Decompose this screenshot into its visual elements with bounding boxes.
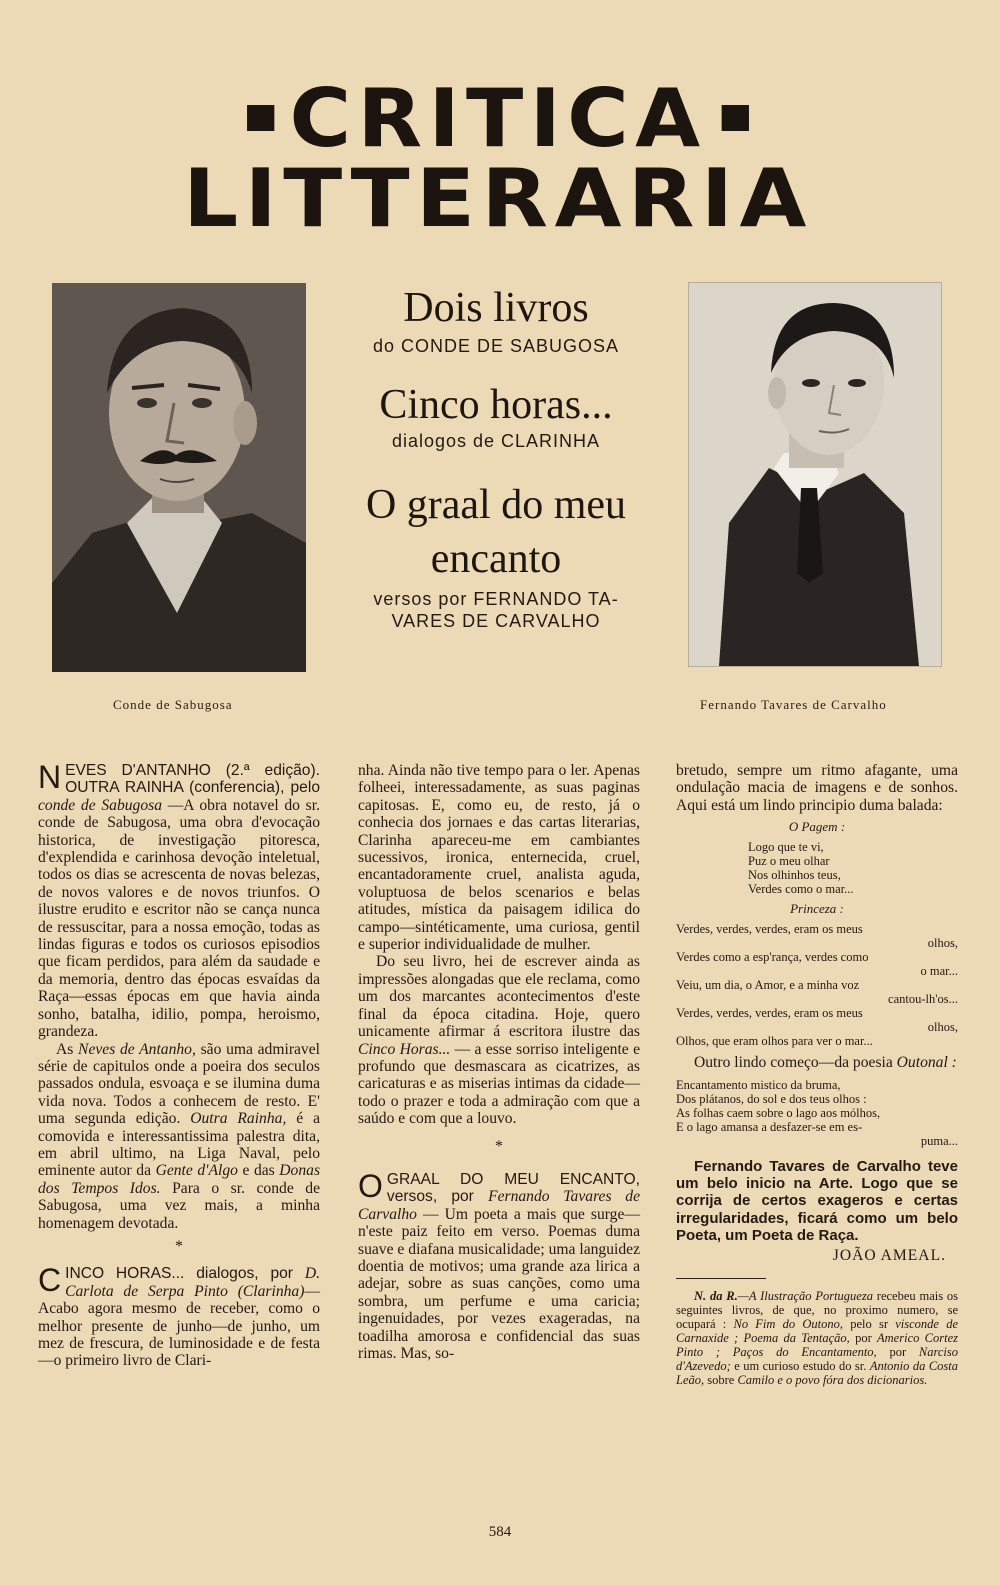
poem-line: Puz o meu olhar — [748, 854, 830, 869]
article-column-2 — [358, 762, 640, 1362]
poem-line: olhos, — [927, 936, 958, 951]
paragraph-bretudo: bretudo, sempre um ritmo afagante, uma ondulação macia de imagens e de sonhos. Aqui está um lindo principio duma balada: — [676, 762, 958, 814]
text-span: — Um poeta a mais que surge—n'este paiz feito em verso. Poemas duma suave e diafana musicalidade; uma languidez doentia de motivos; uma grande aza lirica a adejar, sobre as suas canções, como uma sombra, um perfume e uma caricia; ingenuidades, por vezes exageradas, na toadilha amorosa e confidencial das suas rimas. Mas, so- — [358, 1205, 640, 1362]
portrait-drawing — [689, 283, 941, 666]
poem-line: E o lago amansa a desfazer-se em es- — [676, 1119, 863, 1134]
paragraph-outro-lindo — [676, 1054, 958, 1071]
paragraph-cinco-horas — [38, 1262, 320, 1370]
text-span: são uma admiravel série de capitulos onde a poeira dos seculos passados ondula, esvoaça e se ilumina duma vida nova. Todos a conhecem de resto. E' uma segunda edição. — [38, 1040, 320, 1128]
text-span: conde de Sabugosa — [38, 796, 162, 814]
poem-line: As folhas caem sobre o lago aos mólhos, — [676, 1105, 881, 1120]
square-ornament-icon — [721, 105, 748, 131]
poem-heading: O Pagem : — [788, 819, 846, 835]
book3-subtitle-line1: versos por FERNANDO TA- — [373, 589, 619, 609]
poem-line: cantou-lh'os... — [888, 992, 958, 1007]
text-span: Narciso d'Azevedo; — [676, 1345, 959, 1374]
article-column-3 — [676, 762, 958, 1387]
drop-cap: C — [38, 1262, 62, 1299]
book3-title-line2: encanto — [430, 536, 562, 582]
text-span: EVES D'ANTANHO (2.ª edição). OUTRA RAINHA (conferencia), pelo — [65, 762, 320, 797]
text-span: Outro lindo começo—da poesia — [694, 1054, 897, 1072]
text-span: As — [56, 1040, 79, 1058]
portrait-caption-left: Conde de Sabugosa — [113, 697, 233, 712]
poem-line: puma... — [920, 1133, 958, 1148]
text-span: recebeu mais os seguintes livros, de que, no proximo numero, se ocupará : — [676, 1289, 959, 1332]
portrait-drawing — [52, 283, 306, 672]
portrait-fernando-tavares-de-carvalho — [688, 282, 942, 667]
poem-line: Nos olhinhos teus, — [748, 868, 841, 883]
text-span: sobre — [704, 1373, 738, 1388]
text-span: por — [876, 1345, 919, 1360]
text-span: Outra Rainha, — [190, 1110, 287, 1128]
text-span: é a comovida e interessantissima palestra dita, em abril ultimo, na Liga Naval, pelo eminente autor da — [38, 1110, 321, 1180]
text-span: Donas dos Tempos Idos. — [38, 1162, 321, 1197]
drop-cap: O — [358, 1167, 383, 1204]
article-column-1 — [38, 759, 321, 1370]
text-span: Camilo e o povo fóra dos dicionarios. — [737, 1373, 928, 1388]
poem-heading: Princeza : — [790, 901, 844, 917]
text-span: visconde de Carnaxide ; Poema da Tentação, — [676, 1317, 959, 1346]
square-ornament-icon — [248, 105, 275, 131]
book3-title-line1: O graal do meu — [365, 482, 627, 528]
text-span: GRAAL DO MEU ENCANTO, versos, por — [386, 1170, 640, 1206]
book1-subtitle: do CONDE DE SABUGOSA — [372, 336, 620, 356]
poem-line: Verdes como a esp'rança, verdes como — [676, 950, 869, 965]
poem-princeza — [676, 902, 958, 1048]
paragraph-conclusion: Fernando Tavares de Carvalho teve um belo inicio na Arte. Logo que se corrija de certos exageros e certas irregularidades, ficará como um belo Poeta, um Poeta de Raça. — [676, 1157, 958, 1245]
text-span: — a esse sorriso inteligente e profundo que desmascara as cicatrizes, as caricaturas e as miserias intimas da cidade—todo o prazer e toda a admiração com que a saúdo e com que a louvo. — [358, 1040, 640, 1128]
text-span: —A obra notavel do sr. conde de Sabugosa, uma obra d'evocação historica, de investigação pitoresca, d'explendida e carinhosa devoção inteletual, todos os dias se acrescenta de novas belezas, de novos valores e de novos triunfos. O ilustre erudito e escritor não se cança nunca de ressuscitar, para a nossa emoção, todas as lindas figuras e todos os curiosos episodios que ficam perdidos, para além da saudade e da memoria, dentro das épocas esvaídas da Raça—essas épocas em que havia ainda sonho, batalha, idilio, pompa, heroismo, grandeza. — [38, 796, 320, 1041]
text-span: INCO HORAS... dialogos, por — [65, 1265, 305, 1283]
text-span: —A Ilustração Portugueza — [737, 1289, 873, 1304]
paragraph-graal — [358, 1167, 641, 1362]
section-separator: * — [495, 1137, 503, 1155]
portrait-caption-right: Fernando Tavares de Carvalho — [700, 697, 887, 712]
text-span: Gente d'Algo — [155, 1162, 238, 1180]
masthead-word-critica: CRITICA — [289, 72, 707, 165]
text-span: e um curioso estudo do sr. — [730, 1359, 870, 1374]
poem-outonal — [676, 1078, 958, 1148]
editor-note — [676, 1289, 958, 1387]
paragraph-neves-continued — [38, 1041, 320, 1232]
poem-line: o mar... — [920, 964, 958, 979]
paragraph-do-seu-livro — [358, 953, 640, 1127]
page-number: 584 — [488, 1524, 512, 1540]
text-span: pelo sr — [843, 1317, 896, 1332]
text-span: Outonal : — [896, 1054, 957, 1072]
poem-line: olhos, — [927, 1020, 958, 1035]
text-span: D. Carlota de Serpa Pinto (Clarinha) — [65, 1265, 320, 1300]
poem-line: Dos plátanos, do sol e dos teus olhos : — [676, 1091, 867, 1106]
text-span: por — [849, 1331, 878, 1346]
text-span: Fernando Tavares de Carvalho — [358, 1188, 641, 1223]
text-span: Americo Cortez Pinto ; Paços do Encantamento, — [676, 1331, 958, 1360]
book2-subtitle: dialogos de CLARINHA — [391, 431, 601, 451]
book3-subtitle-line2: VARES DE CARVALHO — [391, 611, 601, 631]
poem-line: Verdes, verdes, verdes, eram os meus — [676, 922, 863, 937]
text-span: No Fim do Outono, — [733, 1317, 844, 1332]
poem-line: Verdes, verdes, verdes, eram os meus — [676, 1006, 863, 1021]
text-span: —Acabo agora mesmo de receber, como o melhor presente de junho—de junho, um mez de frescura, de luminosidade e de festa—o primeiro livro de Clari- — [38, 1282, 320, 1370]
poem-line: Olhos, que eram olhos para ver o mar... — [676, 1034, 873, 1049]
text-span: Antonio da Costa Leão, — [676, 1359, 958, 1388]
poem-line: Veiu, um dia, o Amor, e a minha voz — [676, 978, 860, 993]
poem-o-pagem — [676, 820, 958, 896]
book2-title: Cinco horas... — [379, 382, 613, 428]
masthead-line-2: LITTERARIA — [183, 152, 813, 245]
poem-line: Verdes como o mar... — [748, 882, 854, 897]
text-span: N. da R. — [694, 1289, 738, 1304]
author-signature: JOÃO AMEAL. — [832, 1246, 946, 1264]
masthead-line-1 — [99, 72, 897, 165]
text-span: Neves de Antanho, — [78, 1040, 196, 1058]
book-titles — [320, 285, 672, 632]
text-span: Do seu livro, hei de escrever ainda as impressões alongadas que ele reclama, como um dos marcantes acontecimentos d'este final da época citadina. Hoje, quero unicamente afirmar á escritora ilustre das — [358, 953, 640, 1041]
poem-line: Encantamento mistico da bruma, — [676, 1077, 841, 1092]
book1-title: Dois livros — [403, 285, 589, 331]
portrait-conde-de-sabugosa — [52, 283, 306, 672]
divider — [676, 1278, 766, 1279]
paragraph-neves-de-antanho — [38, 759, 320, 1041]
poem-line: Logo que te vi, — [748, 840, 824, 855]
text-span: Para o sr. conde de Sabugosa, uma vez mais, a minha homenagem devotada. — [38, 1179, 320, 1232]
text-span: e das — [237, 1162, 280, 1180]
masthead — [118, 72, 878, 245]
drop-cap: N — [38, 759, 62, 795]
paragraph-clarinha: nha. Ainda não tive tempo para o ler. Apenas folheei, interessadamente, as suas paginas capitosas. E, como eu, de resto, já o conhecia dos jornaes e das cartas literarias, Clarinha apareceu-me em cambiantes sucessivos, ironica, enternecida, cruel, encantadoramente cruel, analista aguda, voluptuosa de belos scenarios e belas atitudes, mística da paisagem idilica do campo—sintéticamente, uma curiosa, gentil e superior individualidade de mulher. — [358, 762, 640, 954]
section-separator: * — [175, 1237, 183, 1255]
text-span: Cinco Horas... — [358, 1040, 451, 1058]
